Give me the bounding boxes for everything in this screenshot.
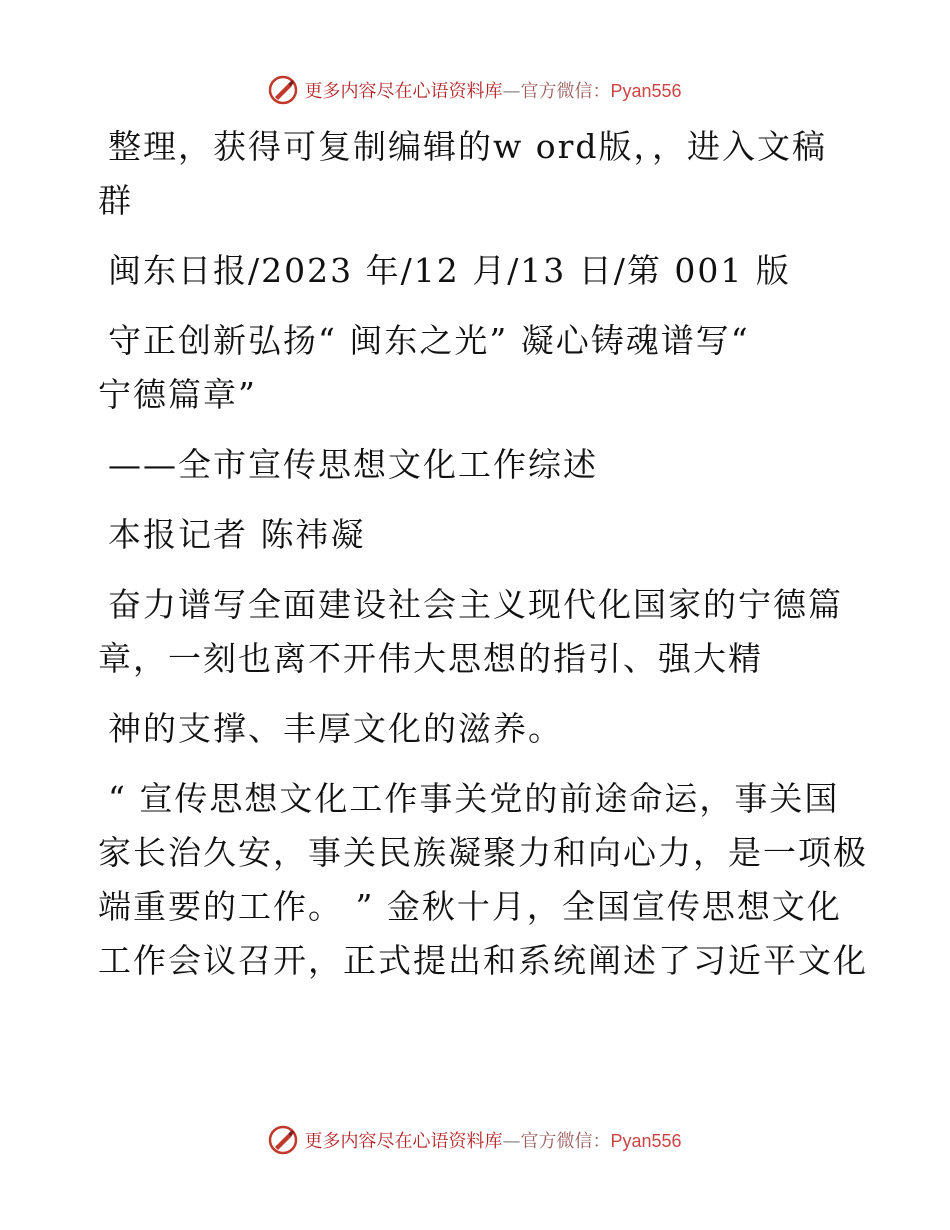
text-line: 神的支撑、丰厚文化的滋养。	[108, 709, 563, 748]
banner-wechat-label: 官方微信：	[520, 1131, 611, 1152]
intro-paragraph	[98, 120, 858, 228]
byline	[98, 508, 858, 562]
text-line: 工作会议召开，正式提出和系统阐述了习近平文化	[98, 941, 868, 980]
banner-wechat-id: Pyan556	[610, 81, 682, 101]
source-line	[98, 244, 858, 298]
text-line: 章，一刻也离不开伟大思想的指引、强大精	[98, 639, 763, 678]
article-subtitle	[98, 438, 858, 492]
banner-wechat-label: 官方微信：	[520, 81, 611, 102]
footer-watermark-banner	[0, 1120, 950, 1160]
banner-dash: —	[502, 1131, 521, 1152]
body-paragraph	[98, 578, 858, 686]
body-paragraph	[98, 772, 868, 988]
text-line: 端重要的工作。 ” 金秋十月，全国宣传思想文化	[98, 887, 842, 926]
text-line: ——全市宣传思想文化工作综述	[108, 445, 598, 484]
text-line: “ 宣传思想文化工作事关党的前途命运，事关国	[108, 779, 840, 818]
banner-text: 更多内容尽在心语资料库	[304, 81, 503, 102]
pen-logo-icon	[268, 1125, 298, 1155]
text-line: 闽东日报/2023 年/12 月/13 日/第 001 版	[108, 251, 791, 290]
document-body	[98, 120, 868, 1004]
text-line: 本报记者 陈祎凝	[108, 515, 366, 554]
banner-wechat-id: Pyan556	[610, 1131, 682, 1151]
header-watermark-banner	[0, 70, 950, 110]
text-line: 奋力谱写全面建设社会主义现代化国家的宁德篇	[108, 585, 843, 624]
text-line: 宁德篇章”	[98, 375, 257, 414]
text-line: 整理，获得可复制编辑的w ord版，，进入文稿	[108, 127, 828, 166]
pen-logo-icon	[268, 75, 298, 105]
text-line: 守正创新弘扬“ 闽东之光” 凝心铸魂谱写“	[108, 321, 750, 360]
banner-dash: —	[502, 81, 521, 102]
text-line: 群	[98, 181, 133, 220]
body-paragraph	[98, 702, 858, 756]
text-line: 家长治久安，事关民族凝聚力和向心力，是一项极	[98, 833, 868, 872]
banner-text: 更多内容尽在心语资料库	[304, 1131, 503, 1152]
article-title	[98, 314, 858, 422]
